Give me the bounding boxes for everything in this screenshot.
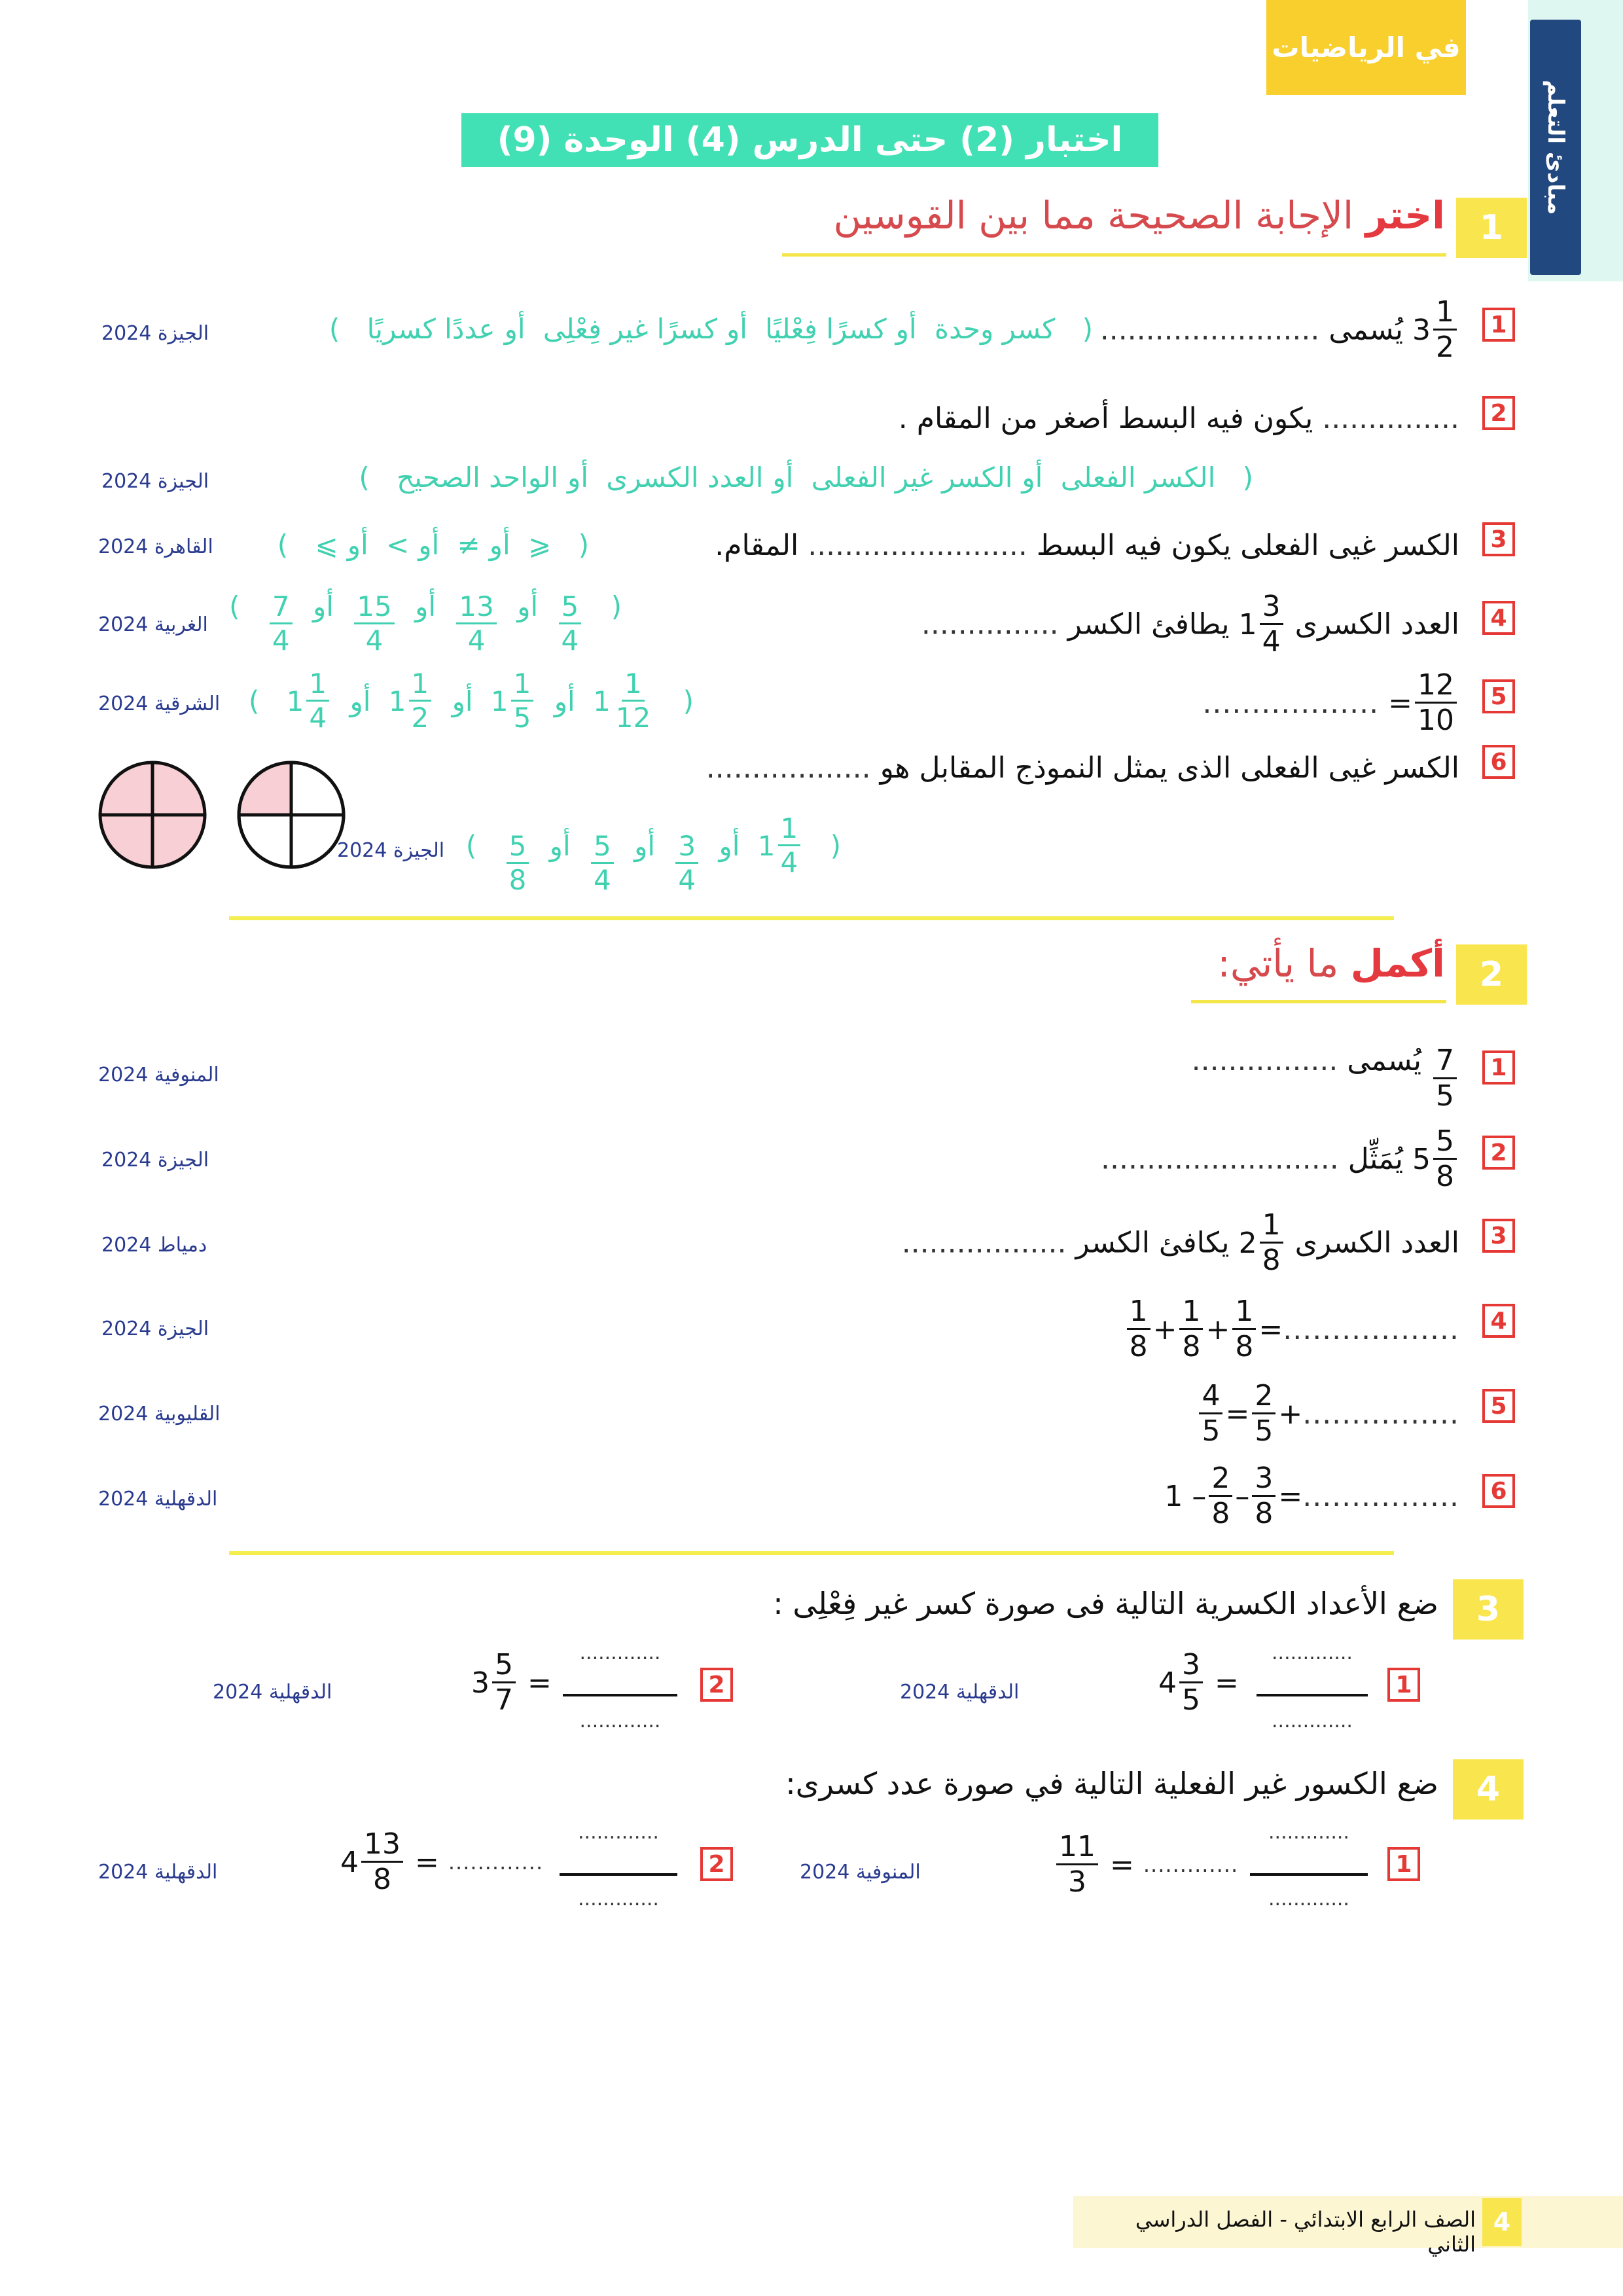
s3-item2-expr: 3 $\frac{5}{7}$ = — [471, 1648, 552, 1717]
s2-q5-text: $\frac{4}{5}$ = $\frac{2}{5}$ + ................ — [1196, 1379, 1459, 1446]
s4-item1-source: المنوفية 2024 — [800, 1861, 921, 1884]
s3-item2-number: 2 — [700, 1668, 733, 1702]
section-2-underline — [1191, 1000, 1446, 1003]
s1-q3-choices: ( ⩽ أو≠ أو> أو⩾ ) — [277, 529, 589, 561]
s1-q6-text: الكسر غيى الفعلى الذى يمثل النموذج المقابل هو .................. — [705, 751, 1459, 785]
s2-q6-text: 1 – $\frac{2}{8}$ – $\frac{3}{8}$ = ................ — [1164, 1462, 1459, 1530]
s3-item1-expr: 4 $\frac{3}{5}$ = — [1158, 1648, 1239, 1717]
s2-q5-source: القليوبية 2024 — [98, 1403, 221, 1426]
footer-grade-text: الصف الرابع الابتدائي - الفصل الدراسي الثاني — [1135, 2207, 1476, 2257]
s2-q5-number: 5 — [1482, 1389, 1515, 1423]
s2-q1-source: المنوفية 2024 — [98, 1064, 219, 1086]
s2-q3-number: 3 — [1482, 1219, 1515, 1253]
s4-item2-source: الدقهلية 2024 — [98, 1861, 218, 1884]
s3-item1-fraction-bar — [1257, 1694, 1368, 1696]
brand-logo: مبادئ التعلم — [1543, 79, 1569, 215]
s2-q2-text: 5 $\frac{5}{8}$ يُمَثِّل .......................... — [1101, 1127, 1459, 1191]
s1-q1-choices: ( كسر وحدة أوكسرًا فِعْليًا أوكسرًا غير فِعْلِى أوعددًا كسريًا ) — [329, 313, 1093, 345]
fraction-model — [95, 759, 350, 870]
s3-item1-number: 1 — [1387, 1668, 1420, 1702]
section-1-underline — [782, 253, 1446, 257]
section-3-number: 3 — [1453, 1579, 1524, 1640]
section-1-title: اختر الإجابة الصحيحة مما بين القوسين — [833, 193, 1445, 238]
page-number: 4 — [1482, 2198, 1522, 2246]
s1-q6-choices: ( 1 $\frac{1}{4}$ أو $\frac{3}{4}$ أو $\frac{5}{4}$ أو $\frac{5}{8}$ ) — [465, 812, 841, 896]
subject-tab: في الرياضيات — [1266, 0, 1466, 95]
s1-q5-source: الشرقية 2024 — [98, 692, 221, 715]
s3-item2-blank-numerator[interactable]: ............. — [579, 1641, 661, 1664]
s1-q1-text: 3 $\frac{1}{2}$ يُسمى ........................ — [1100, 298, 1459, 362]
s2-q6-source: الدقهلية 2024 — [98, 1488, 218, 1511]
section-4-title: ضع الكسور غير الفعلية التالية في صورة عدد كسرى: — [785, 1766, 1438, 1801]
s2-q1-text: $\frac{7}{5}$ يُسمى ................ — [1192, 1044, 1459, 1111]
divider-2 — [229, 1551, 1394, 1555]
section-3-title: ضع الأعداد الكسرية التالية فى صورة كسر غير فِعْلِى : — [773, 1586, 1438, 1621]
s1-q1-number: 1 — [1482, 308, 1515, 342]
s2-q4-text: $\frac{1}{8}$ + $\frac{1}{8}$ + $\frac{1}{8}$ = .................. — [1124, 1295, 1459, 1361]
s3-item1-blank-denominator[interactable]: ............. — [1272, 1710, 1353, 1732]
s1-q2-source: الجيزة 2024 — [101, 470, 209, 493]
s1-q2-text: ............... يكون فيه البسط أصغر من المقام . — [898, 402, 1459, 435]
s3-item2-blank-denominator[interactable]: ............. — [579, 1710, 661, 1732]
s1-q1-source: الجيزة 2024 — [101, 322, 209, 345]
s1-q2-choices: ( الكسر الفعلى أوالكسر غير الفعلى أوالعدد الكسرى أوالواحد الصحيح ) — [359, 461, 1253, 493]
s2-q2-number: 2 — [1482, 1136, 1515, 1170]
section-2-number: 2 — [1456, 944, 1527, 1005]
s2-q3-text: العدد الكسرى 2 $\frac{1}{8}$ يكافئ الكسر .................. — [901, 1208, 1459, 1277]
s1-q4-source: الغربية 2024 — [98, 613, 208, 636]
s1-q5-number: 5 — [1482, 679, 1515, 713]
s1-q4-choices: ( $\frac{5}{4}$ أو $\frac{13}{4}$ أو $\frac{15}{4}$ أو $\frac{7}{4}$ ) — [229, 590, 622, 656]
s4-item1-number: 1 — [1387, 1847, 1420, 1881]
s2-q3-source: دمياط 2024 — [101, 1234, 207, 1257]
s4-item1-blank-denominator[interactable]: ............. — [1268, 1888, 1349, 1910]
s3-item2-source: الدقهلية 2024 — [213, 1681, 332, 1704]
s4-item2-expr: 4 $\frac{13}{8}$ = ............. — [340, 1827, 544, 1896]
model-circle-full — [100, 762, 205, 867]
divider-1 — [229, 916, 1394, 920]
s1-q6-source: الجيزة 2024 — [337, 839, 445, 862]
s4-item2-fraction-bar — [560, 1873, 677, 1876]
s2-q4-source: الجيزة 2024 — [101, 1318, 209, 1340]
s1-q5-text: .................. = $\frac{12}{10}$ — [1202, 671, 1459, 735]
s2-q2-source: الجيزة 2024 — [101, 1149, 209, 1172]
s1-q5-choices: ( 1 $\frac{1}{12}$ أو 1 $\frac{1}{5}$ أو 1 $\frac{1}{2}$ أو 1 $\frac{1}{4}$ ) — [248, 668, 694, 734]
s4-item1-fraction-bar — [1250, 1873, 1368, 1876]
s4-item1-blank-numerator[interactable]: ............. — [1268, 1821, 1349, 1844]
s2-q4-number: 4 — [1482, 1304, 1515, 1338]
s2-q6-number: 6 — [1482, 1474, 1515, 1508]
s4-item1-expr: $\frac{11}{3}$ = ............. — [1054, 1830, 1238, 1897]
s3-item1-blank-numerator[interactable]: ............. — [1272, 1641, 1353, 1664]
s1-q6-number: 6 — [1482, 745, 1515, 779]
s4-item2-number: 2 — [700, 1847, 733, 1881]
s1-q4-number: 4 — [1482, 601, 1515, 635]
s1-q3-number: 3 — [1482, 522, 1515, 556]
model-circle-quarter — [239, 762, 344, 867]
section-1-number: 1 — [1456, 198, 1527, 258]
s4-item2-blank-denominator[interactable]: ............. — [578, 1888, 659, 1910]
s4-item2-blank-numerator[interactable]: ............. — [578, 1821, 659, 1844]
s3-item2-fraction-bar — [563, 1694, 677, 1696]
test-title: اختبار (2) حتى الدرس (4) الوحدة (9) — [461, 113, 1158, 167]
s1-q3-text: الكسر غيى الفعلى يكون فيه البسط ........................ المقام. — [715, 529, 1459, 562]
section-4-number: 4 — [1453, 1759, 1524, 1820]
section-2-title: أكمل ما يأتي: — [1217, 941, 1445, 986]
s3-item1-source: الدقهلية 2024 — [900, 1681, 1020, 1704]
s1-q2-number: 2 — [1482, 396, 1515, 430]
s1-q3-source: القاهرة 2024 — [98, 535, 213, 558]
s1-q4-text: العدد الكسرى 1 $\frac{3}{4}$ يطافئ الكسر ............... — [921, 590, 1459, 658]
s2-q1-number: 1 — [1482, 1050, 1515, 1085]
